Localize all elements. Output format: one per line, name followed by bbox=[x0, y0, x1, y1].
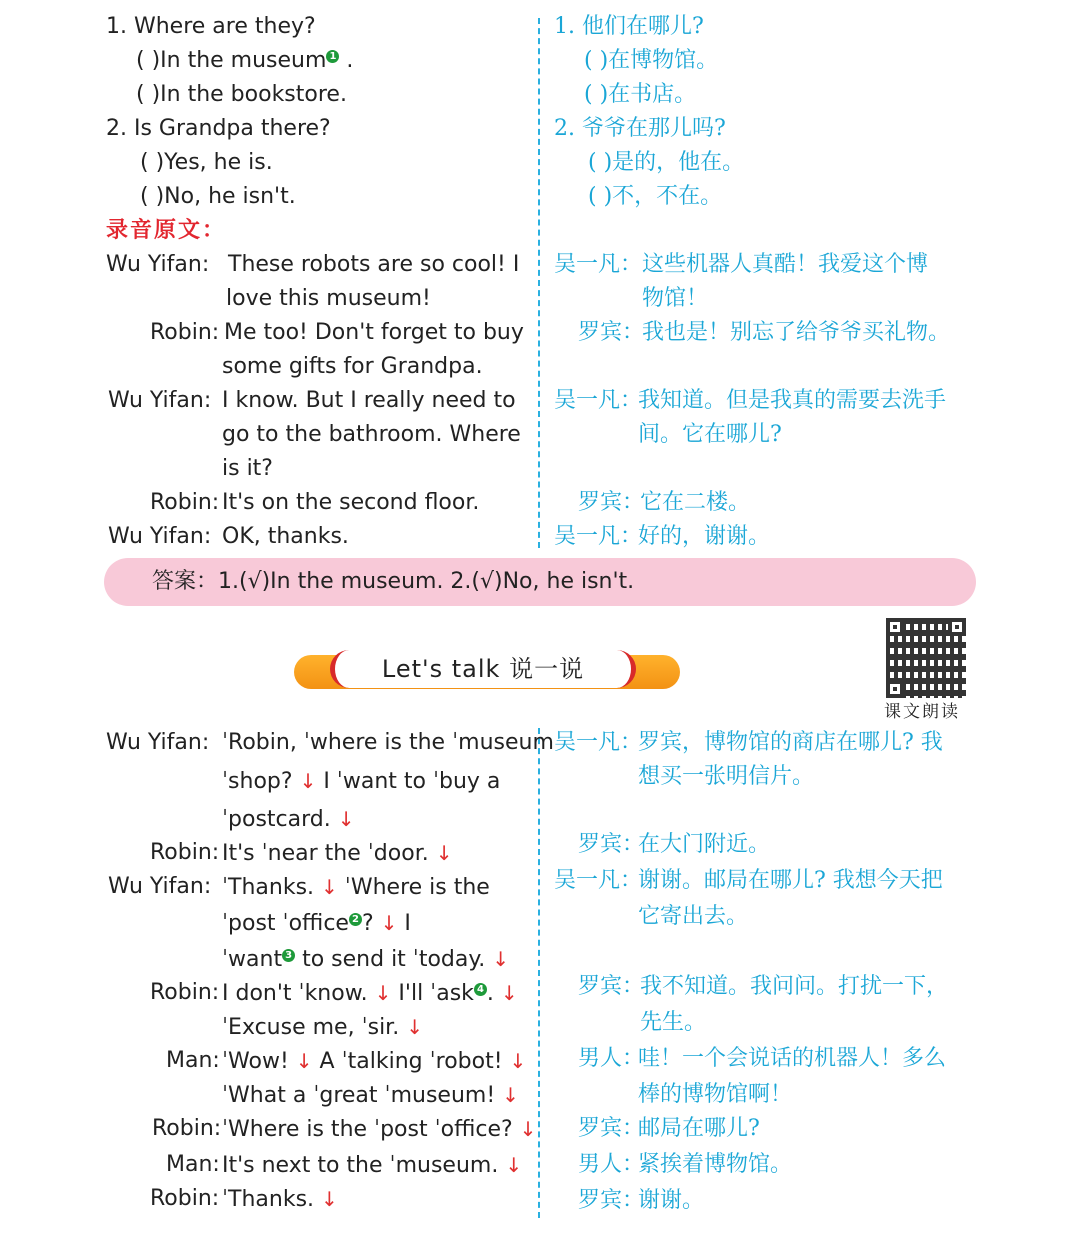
intonation-down-icon: ↓ bbox=[337, 807, 355, 831]
transcript-cn-line: 这些机器人真酷！我爱这个博 bbox=[642, 252, 929, 277]
transcript-cn-line: 物馆！ bbox=[642, 286, 709, 311]
talk-line: It's next to the ˈmuseum. ↓ bbox=[222, 1153, 523, 1178]
answer-text: 答案：1.(√)In the museum. 2.(√)No, he isn't. bbox=[152, 569, 635, 594]
question-2: 2. Is Grandpa there? bbox=[106, 116, 331, 141]
transcript-cn-speaker: 吴一凡： bbox=[554, 524, 643, 549]
talk-speaker: Robin: bbox=[150, 1186, 220, 1211]
transcript-speaker: Robin: bbox=[150, 320, 220, 345]
intonation-down-icon: ↓ bbox=[299, 769, 317, 793]
talk-cn-speaker: 吴一凡： bbox=[554, 868, 643, 893]
talk-cn-line: 棒的博物馆啊！ bbox=[638, 1082, 793, 1107]
intonation-down-icon: ↓ bbox=[406, 1015, 423, 1039]
talk-cn-line: 邮局在哪儿? bbox=[638, 1116, 760, 1141]
question-1: 1. Where are they? bbox=[106, 14, 316, 39]
talk-speaker: Man: bbox=[166, 1152, 220, 1177]
talk-speaker: Robin: bbox=[152, 1116, 222, 1141]
intonation-down-icon: ↓ bbox=[492, 947, 510, 971]
question-2-cn-option-a: ( )是的，他在。 bbox=[588, 150, 745, 175]
note-marker-1: 1 bbox=[326, 50, 339, 63]
talk-line: ˈThanks. ↓ bbox=[222, 1187, 338, 1212]
transcript-cn-line: 好的，谢谢。 bbox=[638, 524, 771, 549]
talk-line: ˈWow! ↓ A ˈtalking ˈrobot! ↓ bbox=[222, 1049, 527, 1074]
transcript-cn-line: 我知道。但是我真的需要去洗手 bbox=[638, 388, 947, 413]
question-2-option-b: ( )No, he isn't. bbox=[140, 184, 296, 209]
talk-speaker: Wu Yifan: bbox=[106, 730, 210, 755]
talk-line: ˈpostcard. ↓ bbox=[222, 807, 355, 832]
intonation-down-icon: ↓ bbox=[509, 1049, 527, 1073]
transcript-cn-speaker: 吴一凡： bbox=[554, 252, 643, 277]
transcript-line: love this museum! bbox=[226, 286, 431, 311]
intonation-down-icon: ↓ bbox=[380, 911, 398, 935]
transcript-line: OK, thanks. bbox=[222, 524, 349, 549]
talk-line: ˈshop? ↓ I ˈwant to ˈbuy a bbox=[222, 769, 501, 794]
talk-speaker: Man: bbox=[166, 1048, 220, 1073]
talk-cn-line: 谢谢。邮局在哪儿? 我想今天把 bbox=[638, 868, 943, 893]
talk-cn-line: 我不知道。我问问。打扰一下， bbox=[640, 974, 949, 999]
note-marker-2: 2 bbox=[349, 913, 362, 926]
talk-cn-speaker: 罗宾： bbox=[578, 1188, 645, 1213]
transcript-line: I know. But I really need to bbox=[222, 388, 516, 413]
talk-cn-line: 它寄出去。 bbox=[638, 904, 749, 929]
talk-line: I don't ˈknow. ↓ I'll ˈask 4 . ↓ bbox=[222, 981, 518, 1006]
talk-cn-speaker: 男人： bbox=[578, 1152, 645, 1177]
intonation-down-icon: ↓ bbox=[435, 841, 453, 865]
transcript-line: Me too! Don't forget to buy bbox=[224, 320, 524, 345]
talk-cn-line: 哇！一个会说话的机器人！多么 bbox=[638, 1046, 947, 1071]
talk-line: ˈwant 3 to send it ˈtoday. ↓ bbox=[222, 947, 510, 972]
column-divider-top bbox=[538, 18, 540, 548]
talk-line: ˈWhat a ˈgreat ˈmuseum! ↓ bbox=[222, 1083, 519, 1108]
question-1-cn: 1. 他们在哪儿? bbox=[554, 14, 704, 39]
talk-cn-line: 在大门附近。 bbox=[638, 832, 771, 857]
note-marker-3: 3 bbox=[282, 949, 295, 962]
transcript-speaker: Wu Yifan: bbox=[106, 252, 210, 277]
transcript-speaker: Wu Yifan: bbox=[108, 524, 212, 549]
intonation-down-icon: ↓ bbox=[374, 981, 392, 1005]
intonation-down-icon: ↓ bbox=[502, 1083, 519, 1107]
transcript-speaker: Robin: bbox=[150, 490, 220, 515]
talk-line: ˈpost ˈoffice 2 ? ↓ I bbox=[222, 911, 411, 936]
transcript-cn-speaker: 罗宾： bbox=[578, 490, 645, 515]
talk-speaker: Robin: bbox=[150, 980, 220, 1005]
talk-cn-line: 谢谢。 bbox=[638, 1188, 705, 1213]
talk-line: It's ˈnear the ˈdoor. ↓ bbox=[222, 841, 453, 866]
question-2-cn: 2. 爷爷在那儿吗? bbox=[554, 116, 726, 141]
question-2-option-a: ( )Yes, he is. bbox=[140, 150, 273, 175]
transcript-speaker: Wu Yifan: bbox=[108, 388, 212, 413]
intonation-down-icon: ↓ bbox=[321, 1187, 338, 1211]
talk-cn-speaker: 吴一凡： bbox=[554, 730, 643, 755]
transcript-cn-speaker: 罗宾： bbox=[578, 320, 645, 345]
transcript-cn-line: 间。它在哪儿? bbox=[638, 422, 782, 447]
column-divider-bottom bbox=[538, 728, 540, 1218]
question-2-cn-option-b: ( )不，不在。 bbox=[588, 184, 723, 209]
transcript-title: 录音原文： bbox=[106, 218, 227, 243]
section-title: Let's talk 说一说 bbox=[330, 650, 636, 688]
transcript-line: It's on the second floor. bbox=[222, 490, 480, 515]
intonation-down-icon: ↓ bbox=[295, 1049, 313, 1073]
talk-cn-line: 紧挨着博物馆。 bbox=[638, 1152, 793, 1177]
transcript-cn-speaker: 吴一凡： bbox=[554, 388, 643, 413]
talk-cn-speaker: 罗宾： bbox=[578, 832, 645, 857]
talk-cn-line: 先生。 bbox=[640, 1010, 707, 1035]
talk-cn-speaker: 罗宾： bbox=[578, 974, 645, 999]
transcript-line: some gifts for Grandpa. bbox=[222, 354, 483, 379]
transcript-line: These robots are so cool! I bbox=[228, 252, 520, 277]
transcript-cn-line: 我也是！别忘了给爷爷买礼物。 bbox=[642, 320, 951, 345]
intonation-down-icon: ↓ bbox=[321, 875, 338, 899]
question-1-cn-option-b: ( )在书店。 bbox=[584, 82, 697, 107]
talk-line: ˈWhere is the ˈpost ˈoffice? ↓ bbox=[222, 1117, 537, 1142]
question-1-option-b: ( )In the bookstore. bbox=[136, 82, 347, 107]
question-1-option-a: ( )In the museum 1 . bbox=[136, 48, 354, 73]
talk-cn-line: 想买一张明信片。 bbox=[638, 764, 815, 789]
note-marker-4: 4 bbox=[474, 983, 487, 996]
talk-cn-speaker: 男人： bbox=[578, 1046, 645, 1071]
talk-line: ˈThanks. ↓ ˈWhere is the bbox=[222, 875, 490, 900]
talk-line: ˈExcuse me, ˈsir. ↓ bbox=[222, 1015, 423, 1040]
talk-line: ˈRobin, ˈwhere is the ˈmuseum bbox=[222, 730, 554, 755]
transcript-cn-line: 它在二楼。 bbox=[640, 490, 751, 515]
talk-speaker: Wu Yifan: bbox=[108, 874, 212, 899]
intonation-down-icon: ↓ bbox=[500, 981, 518, 1005]
qr-code-icon[interactable] bbox=[886, 618, 966, 698]
question-1-cn-option-a: ( )在博物馆。 bbox=[584, 48, 719, 73]
intonation-down-icon: ↓ bbox=[505, 1153, 523, 1177]
talk-speaker: Robin: bbox=[150, 840, 220, 865]
transcript-line: is it? bbox=[222, 456, 273, 481]
talk-cn-line: 罗宾，博物馆的商店在哪儿? 我 bbox=[638, 730, 943, 755]
transcript-line: go to the bathroom. Where bbox=[222, 422, 521, 447]
talk-cn-speaker: 罗宾： bbox=[578, 1116, 645, 1141]
intonation-down-icon: ↓ bbox=[519, 1117, 537, 1141]
qr-label: 课文朗读 bbox=[884, 702, 960, 722]
